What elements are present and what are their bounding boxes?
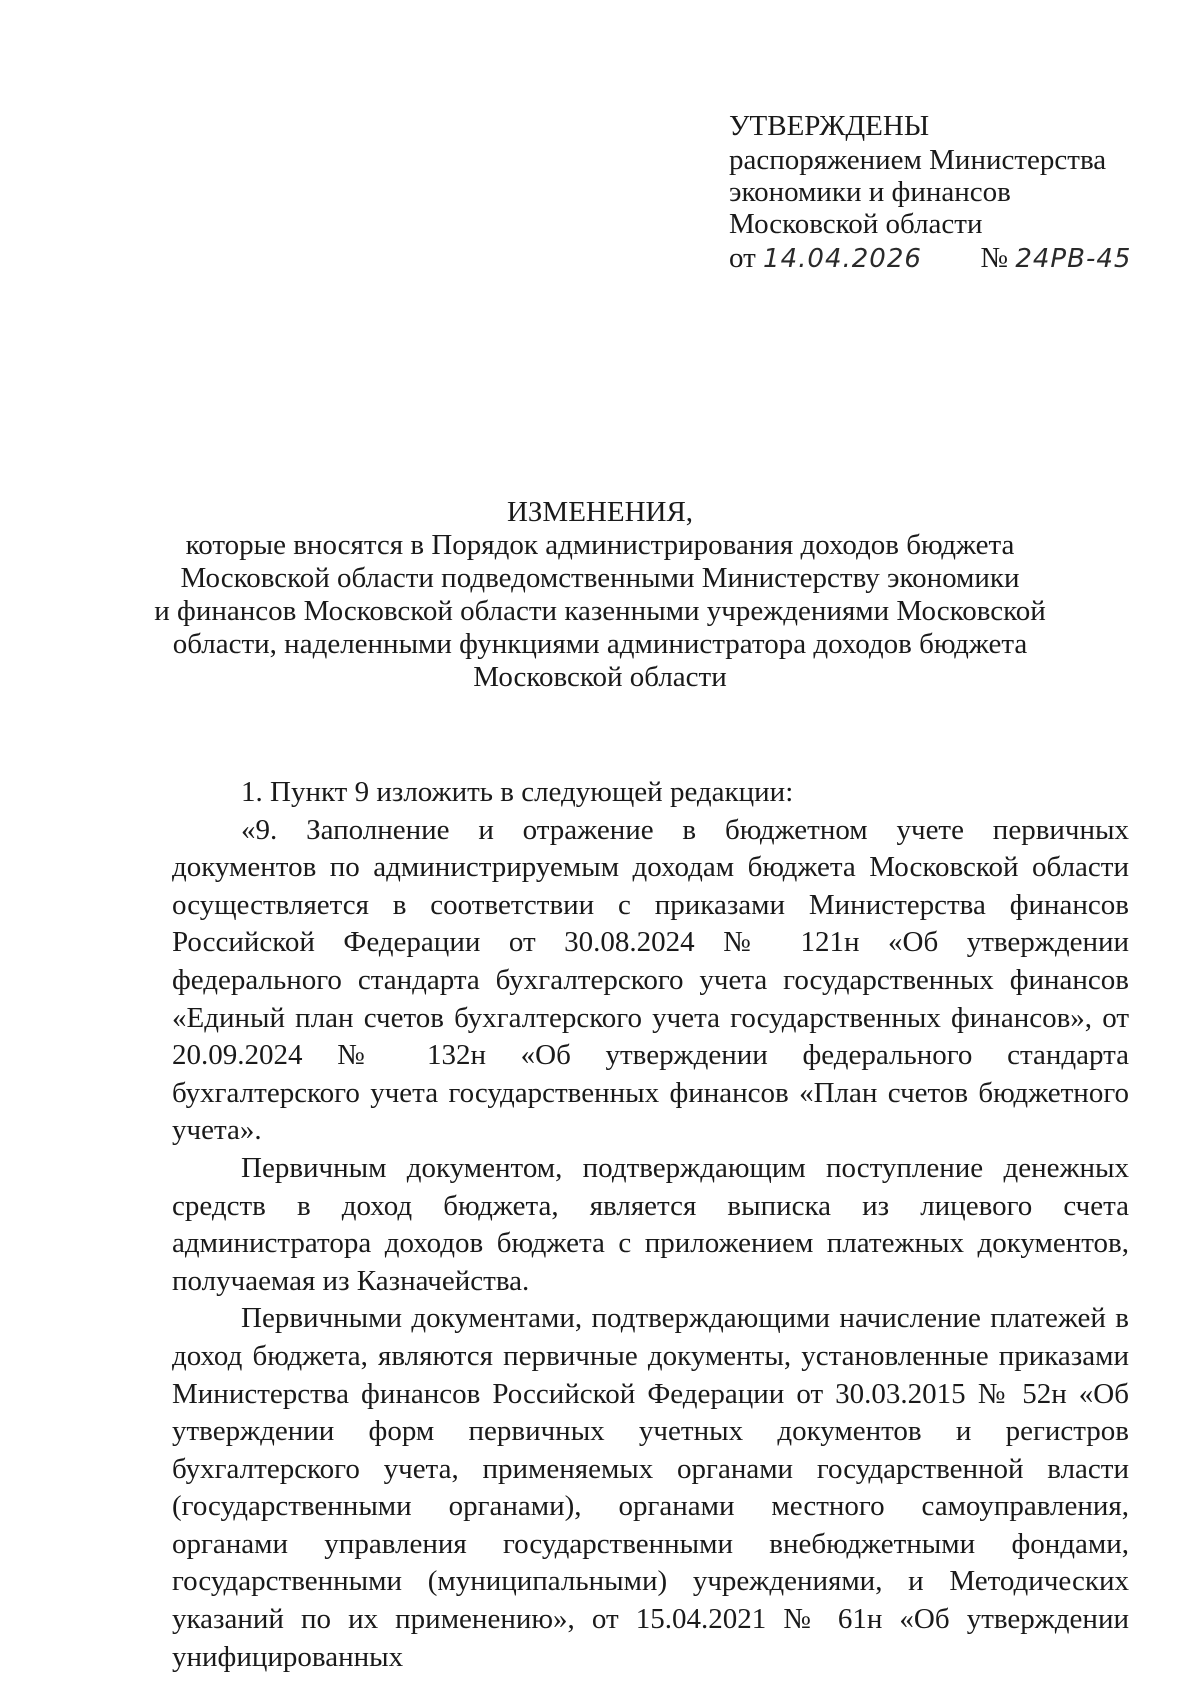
title-line: и финансов Московской области казенными учреждениями Московской [154, 595, 1046, 627]
approval-line: распоряжением Министерства [729, 144, 1107, 176]
title-line: которые вносятся в Порядок администрирования доходов бюджета [185, 529, 1015, 561]
number-prefix: № [980, 242, 1009, 274]
handwritten-date: 14.04.2026 [763, 244, 922, 274]
title-line: области, наделенными функциями администратора доходов бюджета [172, 628, 1028, 660]
handwritten-number: 24РВ-45 [1015, 244, 1132, 274]
title-line: Московской области [473, 661, 727, 693]
approval-line: Московской области [729, 208, 983, 240]
document-body [172, 774, 1129, 1676]
approval-line: экономики и финансов [729, 176, 1011, 208]
paragraph-1: «9. Заполнение и отражение в бюджетном учете первичных документов по администрируемым доходам бюджета Московской области осуществляется в соответствии с приказами Министерства финансов Российской Федерации от 30.08.2024 № 121н «Об утверждении федерального стандарта бухгалтерского учета государственных финансов «Единый план счетов бухгалтерского учета государственных финансов», от 20.09.2024 № 132н «Об утверждении федерального стандарта бухгалтерского учета государственных финансов «План счетов бюджетного учета». [172, 813, 1129, 1147]
title-main: ИЗМЕНЕНИЯ, [506, 496, 694, 528]
paragraph-3: Первичными документами, подтверждающими начисление платежей в доход бюджета, являются первичные документы, установленные приказами Министерства финансов Российской Федерации от 30.03.2015 № 52н «Об утверждении форм первичных учетных документов и регистров бухгалтерского учета, применяемых органами государственной власти (государственными органами), органами местного самоуправления, органами управления государственными внебюджетными фондами, государственными (муниципальными) учреждениями, и Методических указаний по их применению», от 15.04.2021 № 61н «Об утверждении унифицированных [172, 1302, 1129, 1673]
approval-heading: УТВЕРЖДЕНЫ [729, 110, 930, 142]
paragraph-2: Первичным документом, подтверждающим поступление денежных средств в доход бюджета, является выписка из лицевого счета администратора доходов бюджета с приложением платежных документов, получаемая из Казначейства. [172, 1151, 1129, 1297]
document-title [150, 496, 1050, 694]
approval-block [729, 110, 1149, 275]
approval-date-line [729, 242, 1149, 275]
title-line: Московской области подведомственными Министерству экономики [180, 562, 1020, 594]
item-1: 1. Пункт 9 изложить в следующей редакции: [241, 776, 794, 808]
date-prefix: от [729, 242, 756, 274]
